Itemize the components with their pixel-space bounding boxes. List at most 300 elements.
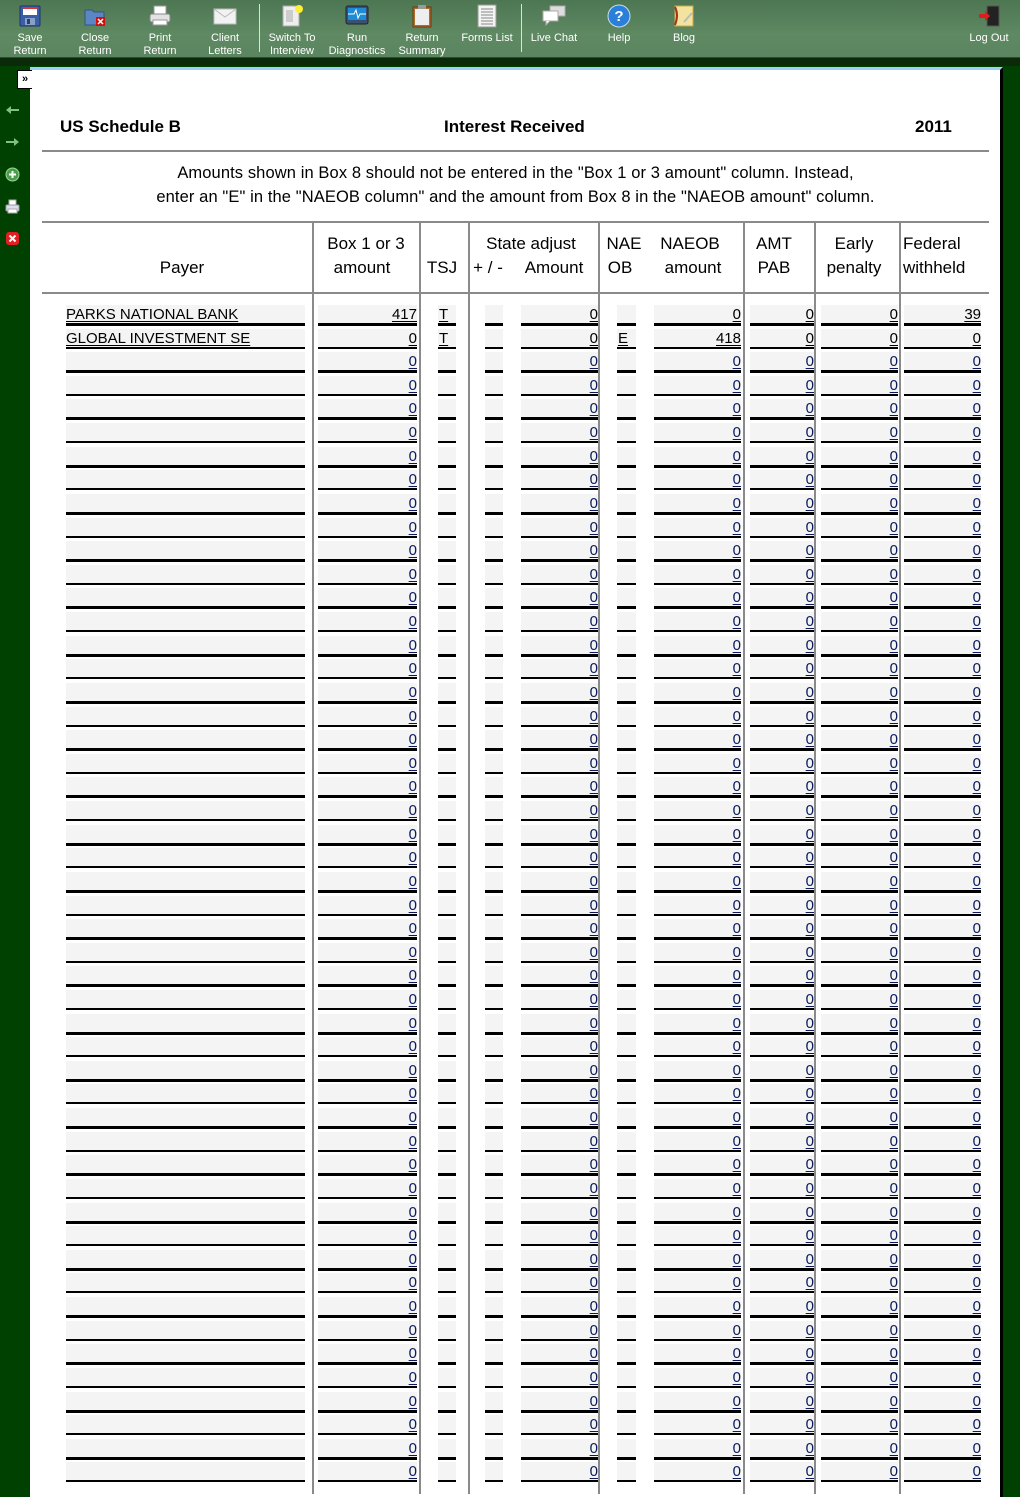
- run-diagnostics-button[interactable]: [325, 2, 389, 56]
- tsj-field[interactable]: [438, 1462, 456, 1482]
- state-amount-field[interactable]: 0: [521, 1321, 598, 1341]
- naeob-code-field[interactable]: [617, 1084, 636, 1104]
- naeob-amount-field[interactable]: 0: [654, 1179, 741, 1199]
- tsj-field[interactable]: [438, 1392, 456, 1413]
- naeob-amount-field[interactable]: 0: [654, 1108, 741, 1129]
- payer-field[interactable]: [66, 966, 305, 987]
- tsj-field[interactable]: [438, 707, 456, 727]
- box13-amount-field[interactable]: 0: [318, 1321, 417, 1341]
- state-amount-field[interactable]: 0: [521, 329, 598, 349]
- early-penalty-field[interactable]: 0: [821, 588, 898, 609]
- amt-pab-field[interactable]: 0: [750, 447, 814, 468]
- naeob-amount-field[interactable]: 0: [654, 825, 741, 846]
- box13-amount-field[interactable]: 0: [318, 1273, 417, 1293]
- naeob-code-field[interactable]: [617, 754, 636, 774]
- federal-withheld-field[interactable]: 0: [904, 1014, 981, 1035]
- payer-field[interactable]: [66, 565, 305, 585]
- federal-withheld-field[interactable]: 0: [904, 423, 981, 443]
- amt-pab-field[interactable]: 0: [750, 1344, 814, 1365]
- tsj-field[interactable]: [438, 1061, 456, 1082]
- box13-amount-field[interactable]: 0: [318, 1037, 417, 1057]
- naeob-amount-field[interactable]: 0: [654, 872, 741, 893]
- tsj-field[interactable]: [438, 777, 456, 798]
- amt-pab-field[interactable]: 0: [750, 848, 814, 868]
- payer-field[interactable]: [66, 1203, 305, 1224]
- amt-pab-field[interactable]: 0: [750, 541, 814, 562]
- naeob-code-field[interactable]: E: [617, 329, 636, 349]
- federal-withheld-field[interactable]: 0: [904, 1108, 981, 1129]
- early-penalty-field[interactable]: 0: [821, 565, 898, 585]
- amt-pab-field[interactable]: 0: [750, 777, 814, 798]
- payer-field[interactable]: [66, 470, 305, 490]
- client-letters-button[interactable]: [193, 2, 257, 56]
- state-amount-field[interactable]: 0: [521, 1462, 598, 1482]
- early-penalty-field[interactable]: 0: [821, 447, 898, 468]
- early-penalty-field[interactable]: 0: [821, 1084, 898, 1104]
- amt-pab-field[interactable]: 0: [750, 1392, 814, 1413]
- state-amount-field[interactable]: 0: [521, 1439, 598, 1460]
- federal-withheld-field[interactable]: 0: [904, 754, 981, 774]
- tsj-field[interactable]: [438, 896, 456, 916]
- federal-withheld-field[interactable]: 0: [904, 352, 981, 373]
- state-amount-field[interactable]: 0: [521, 683, 598, 704]
- amt-pab-field[interactable]: 0: [750, 494, 814, 515]
- federal-withheld-field[interactable]: 0: [904, 777, 981, 798]
- amt-pab-field[interactable]: 0: [750, 470, 814, 490]
- early-penalty-field[interactable]: 0: [821, 636, 898, 657]
- tsj-field[interactable]: [438, 919, 456, 940]
- state-plus-minus-field[interactable]: [485, 919, 503, 940]
- state-plus-minus-field[interactable]: [485, 801, 503, 821]
- tsj-field[interactable]: [438, 399, 456, 420]
- state-amount-field[interactable]: 0: [521, 1037, 598, 1057]
- tsj-field[interactable]: [438, 447, 456, 468]
- naeob-code-field[interactable]: [617, 1439, 636, 1460]
- box13-amount-field[interactable]: 0: [318, 943, 417, 963]
- state-plus-minus-field[interactable]: [485, 777, 503, 798]
- naeob-code-field[interactable]: [617, 919, 636, 940]
- naeob-amount-field[interactable]: 0: [654, 305, 741, 326]
- amt-pab-field[interactable]: 0: [750, 1179, 814, 1199]
- naeob-code-field[interactable]: [617, 305, 636, 326]
- early-penalty-field[interactable]: 0: [821, 1439, 898, 1460]
- box13-amount-field[interactable]: 0: [318, 1155, 417, 1176]
- early-penalty-field[interactable]: 0: [821, 1226, 898, 1246]
- amt-pab-field[interactable]: 0: [750, 896, 814, 916]
- payer-field[interactable]: [66, 1108, 305, 1129]
- amt-pab-field[interactable]: 0: [750, 1462, 814, 1482]
- help-button[interactable]: [587, 2, 651, 56]
- box13-amount-field[interactable]: 0: [318, 541, 417, 562]
- state-amount-field[interactable]: 0: [521, 1273, 598, 1293]
- amt-pab-field[interactable]: 0: [750, 588, 814, 609]
- early-penalty-field[interactable]: 0: [821, 399, 898, 420]
- state-plus-minus-field[interactable]: [485, 1226, 503, 1246]
- payer-field[interactable]: [66, 1226, 305, 1246]
- naeob-code-field[interactable]: [617, 730, 636, 751]
- amt-pab-field[interactable]: 0: [750, 1108, 814, 1129]
- payer-field[interactable]: [66, 825, 305, 846]
- payer-field[interactable]: [66, 683, 305, 704]
- tsj-field[interactable]: [438, 588, 456, 609]
- naeob-code-field[interactable]: [617, 896, 636, 916]
- tsj-field[interactable]: [438, 1250, 456, 1271]
- state-amount-field[interactable]: 0: [521, 919, 598, 940]
- early-penalty-field[interactable]: 0: [821, 825, 898, 846]
- state-plus-minus-field[interactable]: [485, 470, 503, 490]
- add-icon[interactable]: [5, 167, 20, 182]
- payer-field[interactable]: [66, 730, 305, 751]
- federal-withheld-field[interactable]: 0: [904, 329, 981, 349]
- early-penalty-field[interactable]: 0: [821, 352, 898, 373]
- amt-pab-field[interactable]: 0: [750, 1061, 814, 1082]
- state-plus-minus-field[interactable]: [485, 518, 503, 538]
- state-amount-field[interactable]: 0: [521, 1203, 598, 1224]
- naeob-code-field[interactable]: [617, 423, 636, 443]
- tsj-field[interactable]: [438, 754, 456, 774]
- blog-button[interactable]: [652, 2, 716, 56]
- naeob-code-field[interactable]: [617, 659, 636, 679]
- payer-field[interactable]: [66, 943, 305, 963]
- early-penalty-field[interactable]: 0: [821, 943, 898, 963]
- amt-pab-field[interactable]: 0: [750, 872, 814, 893]
- tsj-field[interactable]: [438, 848, 456, 868]
- state-plus-minus-field[interactable]: [485, 1061, 503, 1082]
- state-amount-field[interactable]: 0: [521, 1250, 598, 1271]
- state-amount-field[interactable]: 0: [521, 1344, 598, 1365]
- naeob-amount-field[interactable]: 0: [654, 943, 741, 963]
- federal-withheld-field[interactable]: 0: [904, 848, 981, 868]
- tsj-field[interactable]: T: [438, 329, 456, 349]
- state-amount-field[interactable]: 0: [521, 1226, 598, 1246]
- naeob-code-field[interactable]: [617, 1061, 636, 1082]
- state-amount-field[interactable]: 0: [521, 447, 598, 468]
- tsj-field[interactable]: [438, 423, 456, 443]
- state-plus-minus-field[interactable]: [485, 565, 503, 585]
- state-plus-minus-field[interactable]: [485, 754, 503, 774]
- box13-amount-field[interactable]: 417: [318, 305, 417, 326]
- tsj-field[interactable]: [438, 943, 456, 963]
- amt-pab-field[interactable]: 0: [750, 518, 814, 538]
- federal-withheld-field[interactable]: 0: [904, 1037, 981, 1057]
- payer-field[interactable]: [66, 1415, 305, 1435]
- state-amount-field[interactable]: 0: [521, 730, 598, 751]
- state-plus-minus-field[interactable]: [485, 896, 503, 916]
- tsj-field[interactable]: [438, 1368, 456, 1388]
- naeob-code-field[interactable]: [617, 1037, 636, 1057]
- live-chat-button[interactable]: [522, 2, 586, 56]
- state-plus-minus-field[interactable]: [485, 376, 503, 396]
- federal-withheld-field[interactable]: 0: [904, 872, 981, 893]
- naeob-code-field[interactable]: [617, 565, 636, 585]
- state-amount-field[interactable]: 0: [521, 872, 598, 893]
- naeob-amount-field[interactable]: 0: [654, 1297, 741, 1318]
- state-amount-field[interactable]: 0: [521, 1084, 598, 1104]
- tsj-field[interactable]: [438, 494, 456, 515]
- box13-amount-field[interactable]: 0: [318, 1462, 417, 1482]
- state-plus-minus-field[interactable]: [485, 305, 503, 326]
- state-plus-minus-field[interactable]: [485, 707, 503, 727]
- naeob-code-field[interactable]: [617, 1155, 636, 1176]
- naeob-amount-field[interactable]: 0: [654, 707, 741, 727]
- expand-sidebar-button[interactable]: »: [17, 70, 32, 89]
- state-plus-minus-field[interactable]: [485, 447, 503, 468]
- box13-amount-field[interactable]: 0: [318, 376, 417, 396]
- state-amount-field[interactable]: 0: [521, 518, 598, 538]
- payer-field[interactable]: [66, 777, 305, 798]
- state-amount-field[interactable]: 0: [521, 305, 598, 326]
- naeob-code-field[interactable]: [617, 1297, 636, 1318]
- tsj-field[interactable]: [438, 1226, 456, 1246]
- amt-pab-field[interactable]: 0: [750, 565, 814, 585]
- box13-amount-field[interactable]: 0: [318, 872, 417, 893]
- payer-field[interactable]: [66, 1321, 305, 1341]
- box13-amount-field[interactable]: 0: [318, 399, 417, 420]
- early-penalty-field[interactable]: 0: [821, 1297, 898, 1318]
- state-plus-minus-field[interactable]: [485, 966, 503, 987]
- tsj-field[interactable]: [438, 825, 456, 846]
- naeob-amount-field[interactable]: 0: [654, 470, 741, 490]
- federal-withheld-field[interactable]: 0: [904, 990, 981, 1010]
- federal-withheld-field[interactable]: 0: [904, 1462, 981, 1482]
- naeob-code-field[interactable]: [617, 447, 636, 468]
- payer-field[interactable]: [66, 1155, 305, 1176]
- amt-pab-field[interactable]: 0: [750, 801, 814, 821]
- state-plus-minus-field[interactable]: [485, 825, 503, 846]
- federal-withheld-field[interactable]: 0: [904, 1226, 981, 1246]
- state-amount-field[interactable]: 0: [521, 1179, 598, 1199]
- naeob-code-field[interactable]: [617, 1179, 636, 1199]
- federal-withheld-field[interactable]: 0: [904, 376, 981, 396]
- tsj-field[interactable]: [438, 966, 456, 987]
- federal-withheld-field[interactable]: 0: [904, 494, 981, 515]
- box13-amount-field[interactable]: 0: [318, 636, 417, 657]
- naeob-amount-field[interactable]: 0: [654, 494, 741, 515]
- state-amount-field[interactable]: 0: [521, 1061, 598, 1082]
- payer-field[interactable]: [66, 872, 305, 893]
- amt-pab-field[interactable]: 0: [750, 1226, 814, 1246]
- box13-amount-field[interactable]: 0: [318, 896, 417, 916]
- tsj-field[interactable]: [438, 518, 456, 538]
- early-penalty-field[interactable]: 0: [821, 1061, 898, 1082]
- early-penalty-field[interactable]: 0: [821, 1344, 898, 1365]
- federal-withheld-field[interactable]: 0: [904, 1321, 981, 1341]
- box13-amount-field[interactable]: 0: [318, 1226, 417, 1246]
- payer-field[interactable]: [66, 1368, 305, 1388]
- federal-withheld-field[interactable]: 0: [904, 1061, 981, 1082]
- naeob-code-field[interactable]: [617, 1344, 636, 1365]
- naeob-code-field[interactable]: [617, 683, 636, 704]
- naeob-amount-field[interactable]: 0: [654, 966, 741, 987]
- naeob-amount-field[interactable]: 0: [654, 990, 741, 1010]
- state-amount-field[interactable]: 0: [521, 1014, 598, 1035]
- amt-pab-field[interactable]: 0: [750, 730, 814, 751]
- early-penalty-field[interactable]: 0: [821, 1250, 898, 1271]
- early-penalty-field[interactable]: 0: [821, 1203, 898, 1224]
- state-plus-minus-field[interactable]: [485, 1439, 503, 1460]
- early-penalty-field[interactable]: 0: [821, 494, 898, 515]
- amt-pab-field[interactable]: 0: [750, 1368, 814, 1388]
- federal-withheld-field[interactable]: 0: [904, 1084, 981, 1104]
- federal-withheld-field[interactable]: 0: [904, 659, 981, 679]
- box13-amount-field[interactable]: 0: [318, 659, 417, 679]
- tsj-field[interactable]: [438, 1321, 456, 1341]
- state-plus-minus-field[interactable]: [485, 1132, 503, 1152]
- payer-field[interactable]: [66, 754, 305, 774]
- naeob-amount-field[interactable]: 0: [654, 1368, 741, 1388]
- payer-field[interactable]: [66, 1439, 305, 1460]
- box13-amount-field[interactable]: 0: [318, 1179, 417, 1199]
- box13-amount-field[interactable]: 0: [318, 919, 417, 940]
- payer-field[interactable]: [66, 1273, 305, 1293]
- federal-withheld-field[interactable]: 0: [904, 518, 981, 538]
- state-plus-minus-field[interactable]: [485, 1155, 503, 1176]
- print-icon[interactable]: [5, 199, 20, 214]
- box13-amount-field[interactable]: 0: [318, 588, 417, 609]
- naeob-amount-field[interactable]: 0: [654, 848, 741, 868]
- state-plus-minus-field[interactable]: [485, 423, 503, 443]
- log-out-button[interactable]: [957, 2, 1020, 56]
- amt-pab-field[interactable]: 0: [750, 919, 814, 940]
- box13-amount-field[interactable]: 0: [318, 1084, 417, 1104]
- early-penalty-field[interactable]: 0: [821, 541, 898, 562]
- early-penalty-field[interactable]: 0: [821, 376, 898, 396]
- state-plus-minus-field[interactable]: [485, 541, 503, 562]
- naeob-amount-field[interactable]: 0: [654, 636, 741, 657]
- federal-withheld-field[interactable]: 0: [904, 683, 981, 704]
- tsj-field[interactable]: [438, 1273, 456, 1293]
- payer-field[interactable]: [66, 990, 305, 1010]
- state-amount-field[interactable]: 0: [521, 588, 598, 609]
- naeob-amount-field[interactable]: 0: [654, 1462, 741, 1482]
- state-plus-minus-field[interactable]: [485, 588, 503, 609]
- naeob-amount-field[interactable]: 0: [654, 1415, 741, 1435]
- early-penalty-field[interactable]: 0: [821, 683, 898, 704]
- federal-withheld-field[interactable]: 0: [904, 447, 981, 468]
- state-plus-minus-field[interactable]: [485, 1344, 503, 1365]
- naeob-amount-field[interactable]: 0: [654, 541, 741, 562]
- state-amount-field[interactable]: 0: [521, 494, 598, 515]
- tsj-field[interactable]: [438, 1132, 456, 1152]
- payer-field[interactable]: [66, 1014, 305, 1035]
- federal-withheld-field[interactable]: 0: [904, 1344, 981, 1365]
- state-plus-minus-field[interactable]: [485, 943, 503, 963]
- tsj-field[interactable]: [438, 1037, 456, 1057]
- state-plus-minus-field[interactable]: [485, 1037, 503, 1057]
- naeob-amount-field[interactable]: 0: [654, 1226, 741, 1246]
- return-summary-button[interactable]: [390, 2, 454, 56]
- payer-field[interactable]: [66, 1084, 305, 1104]
- box13-amount-field[interactable]: 0: [318, 1439, 417, 1460]
- early-penalty-field[interactable]: 0: [821, 518, 898, 538]
- tsj-field[interactable]: [438, 1203, 456, 1224]
- early-penalty-field[interactable]: 0: [821, 305, 898, 326]
- naeob-amount-field[interactable]: 0: [654, 801, 741, 821]
- federal-withheld-field[interactable]: 0: [904, 801, 981, 821]
- naeob-amount-field[interactable]: 0: [654, 1321, 741, 1341]
- naeob-amount-field[interactable]: 0: [654, 1250, 741, 1271]
- early-penalty-field[interactable]: 0: [821, 1462, 898, 1482]
- switch-to-interview-button[interactable]: [260, 2, 324, 56]
- tsj-field[interactable]: [438, 1014, 456, 1035]
- state-plus-minus-field[interactable]: [485, 1084, 503, 1104]
- naeob-amount-field[interactable]: 0: [654, 1439, 741, 1460]
- naeob-code-field[interactable]: [617, 1203, 636, 1224]
- tsj-field[interactable]: T: [438, 305, 456, 326]
- amt-pab-field[interactable]: 0: [750, 612, 814, 632]
- payer-field[interactable]: GLOBAL INVESTMENT SE: [66, 329, 305, 349]
- naeob-code-field[interactable]: [617, 943, 636, 963]
- federal-withheld-field[interactable]: 0: [904, 636, 981, 657]
- box13-amount-field[interactable]: 0: [318, 1132, 417, 1152]
- state-amount-field[interactable]: 0: [521, 470, 598, 490]
- federal-withheld-field[interactable]: 0: [904, 399, 981, 420]
- box13-amount-field[interactable]: 0: [318, 1108, 417, 1129]
- payer-field[interactable]: [66, 848, 305, 868]
- box13-amount-field[interactable]: 0: [318, 1061, 417, 1082]
- payer-field[interactable]: [66, 707, 305, 727]
- naeob-code-field[interactable]: [617, 1462, 636, 1482]
- tsj-field[interactable]: [438, 1155, 456, 1176]
- naeob-amount-field[interactable]: 0: [654, 423, 741, 443]
- payer-field[interactable]: [66, 423, 305, 443]
- early-penalty-field[interactable]: 0: [821, 919, 898, 940]
- early-penalty-field[interactable]: 0: [821, 1037, 898, 1057]
- state-plus-minus-field[interactable]: [485, 659, 503, 679]
- naeob-code-field[interactable]: [617, 777, 636, 798]
- naeob-amount-field[interactable]: 0: [654, 1037, 741, 1057]
- state-amount-field[interactable]: 0: [521, 966, 598, 987]
- tsj-field[interactable]: [438, 1108, 456, 1129]
- naeob-code-field[interactable]: [617, 494, 636, 515]
- arrow-right-icon[interactable]: [5, 135, 20, 150]
- tsj-field[interactable]: [438, 659, 456, 679]
- naeob-amount-field[interactable]: 0: [654, 919, 741, 940]
- amt-pab-field[interactable]: 0: [750, 305, 814, 326]
- box13-amount-field[interactable]: 0: [318, 447, 417, 468]
- state-amount-field[interactable]: 0: [521, 777, 598, 798]
- box13-amount-field[interactable]: 0: [318, 730, 417, 751]
- naeob-amount-field[interactable]: 0: [654, 1392, 741, 1413]
- naeob-amount-field[interactable]: 0: [654, 1061, 741, 1082]
- early-penalty-field[interactable]: 0: [821, 423, 898, 443]
- box13-amount-field[interactable]: 0: [318, 990, 417, 1010]
- state-plus-minus-field[interactable]: [485, 1250, 503, 1271]
- box13-amount-field[interactable]: 0: [318, 1014, 417, 1035]
- naeob-code-field[interactable]: [617, 966, 636, 987]
- early-penalty-field[interactable]: 0: [821, 1179, 898, 1199]
- naeob-code-field[interactable]: [617, 848, 636, 868]
- payer-field[interactable]: [66, 1462, 305, 1482]
- state-amount-field[interactable]: 0: [521, 1297, 598, 1318]
- state-plus-minus-field[interactable]: [485, 1392, 503, 1413]
- payer-field[interactable]: [66, 352, 305, 373]
- federal-withheld-field[interactable]: 0: [904, 730, 981, 751]
- federal-withheld-field[interactable]: 0: [904, 1368, 981, 1388]
- amt-pab-field[interactable]: 0: [750, 683, 814, 704]
- payer-field[interactable]: [66, 1250, 305, 1271]
- state-plus-minus-field[interactable]: [485, 1462, 503, 1482]
- naeob-amount-field[interactable]: 0: [654, 1084, 741, 1104]
- naeob-code-field[interactable]: [617, 352, 636, 373]
- tsj-field[interactable]: [438, 352, 456, 373]
- state-amount-field[interactable]: 0: [521, 754, 598, 774]
- federal-withheld-field[interactable]: 0: [904, 1392, 981, 1413]
- amt-pab-field[interactable]: 0: [750, 1415, 814, 1435]
- box13-amount-field[interactable]: 0: [318, 754, 417, 774]
- state-amount-field[interactable]: 0: [521, 659, 598, 679]
- tsj-field[interactable]: [438, 1084, 456, 1104]
